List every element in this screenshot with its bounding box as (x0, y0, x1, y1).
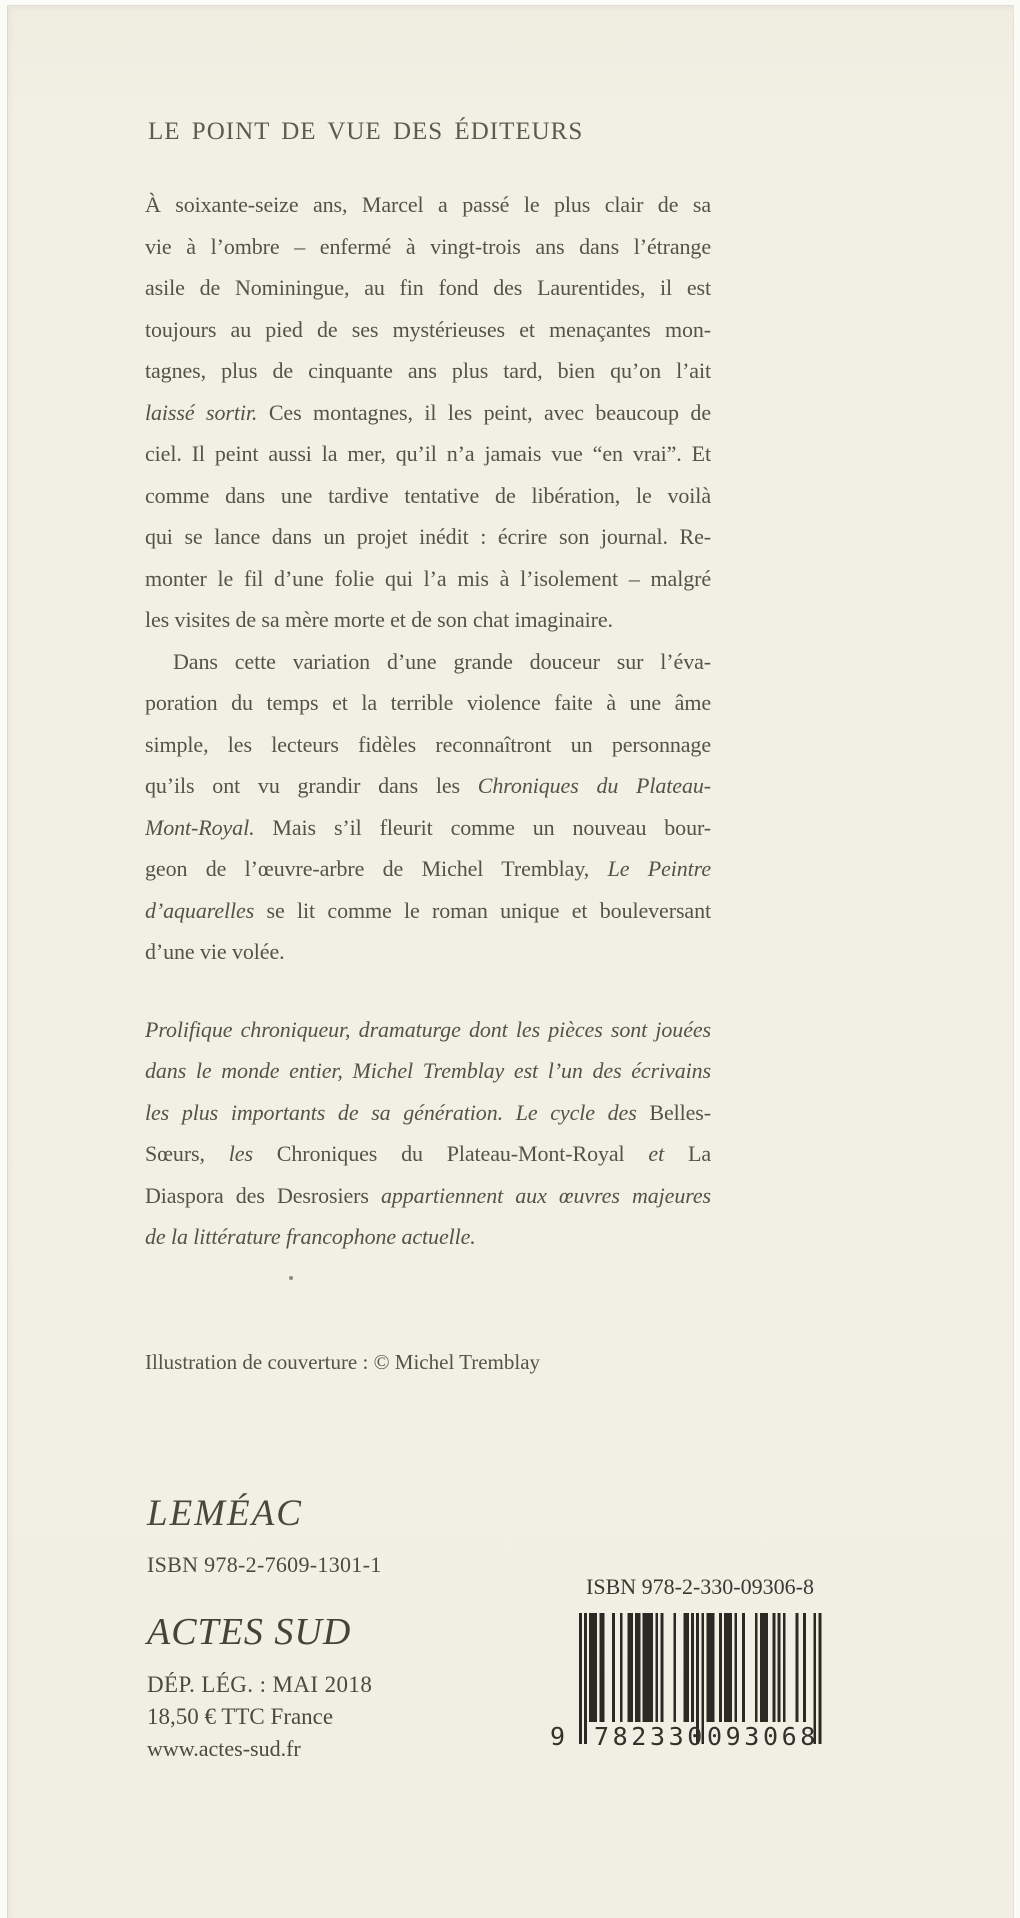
text-line: Dans cette variation d’une grande douceur sur l’éva- (173, 648, 711, 674)
text-line: de la littérature francophone actuelle. (145, 1224, 476, 1249)
barcode-digits-left: 782330 (594, 1722, 706, 1751)
text-line: asile de Nominingue, au fin fond des Laurentides, il est (145, 275, 711, 300)
text-line: vie à l’ombre – enfermé à vingt-trois ans dans l’étrange (145, 233, 711, 259)
paper-speck (289, 1276, 293, 1280)
editors-viewpoint-heading: LE POINT DE VUE DES ÉDITEURS (148, 118, 584, 145)
barcode-digits-right: 093068 (707, 1722, 819, 1751)
text-line: qui se lance dans un projet inédit : écrire son journal. Re- (145, 524, 711, 549)
text-line: Diaspora des Desrosiers appartiennent aux œuvres majeures (145, 1182, 711, 1208)
text-line: dans le monde entier, Michel Tremblay est l’un des écrivains (145, 1058, 711, 1083)
cover-illustration-credit: Illustration de couverture : © Michel Tremblay (145, 1350, 541, 1374)
text-line: monter le fil d’une folie qui l’a mis à l’isolement – malgré (145, 565, 711, 591)
text-line: Mont-Royal. Mais s’il fleurit comme un nouveau bour- (145, 814, 711, 840)
text-line: Sœurs, les Chroniques du Plateau-Mont-Royal et La (145, 1141, 711, 1166)
legal-deposit: DÉP. LÉG. : MAI 2018 (147, 1672, 373, 1697)
barcode-digit-lead: 9 (550, 1722, 566, 1751)
text-line: poration du temps et la terrible violence faite à une âme (145, 690, 711, 715)
text-line: qu’ils ont vu grandir dans les Chroniques du Plateau- (145, 773, 711, 798)
lemeac-isbn: ISBN 978-2-7609-1301-1 (147, 1552, 382, 1577)
text-line: les plus importants de sa génération. Le cycle des Belles- (145, 1099, 711, 1125)
text-line: les visites de sa mère morte et de son chat imaginaire. (145, 607, 613, 632)
text-line: toujours au pied de ses mystérieuses et menaçantes mon- (145, 316, 711, 342)
paragraph (145, 641, 711, 973)
text-line: Prolifique chroniqueur, dramaturge dont les pièces sont jouées (145, 1016, 711, 1042)
paragraph (145, 1009, 711, 1258)
text-line: À soixante-seize ans, Marcel a passé le plus clair de sa (145, 192, 711, 217)
text-line: ciel. Il peint aussi la mer, qu’il n’a jamais vue “en vrai”. Et (145, 441, 711, 466)
paragraph (145, 184, 711, 641)
text-line: simple, les lecteurs fidèles reconnaîtront un personnage (145, 731, 711, 757)
text-line: laissé sortir. Ces montagnes, il les peint, avec beaucoup de (145, 399, 711, 425)
text-line: comme dans une tardive tentative de libération, le voilà (145, 482, 711, 508)
text-line: geon de l’œuvre-arbre de Michel Tremblay, Le Peintre (145, 856, 711, 881)
barcode-isbn-label: ISBN 978-2-330-09306-8 (586, 1574, 814, 1599)
publisher-website: www.actes-sud.fr (147, 1736, 301, 1761)
price: 18,50 € TTC France (147, 1704, 334, 1729)
lemeac-logo: LEMÉAC (147, 1493, 303, 1534)
actes-sud-logo: ACTES SUD (147, 1611, 352, 1653)
synopsis (145, 184, 711, 1258)
text-line: d’aquarelles se lit comme le roman unique et bouleversant (145, 897, 711, 923)
text-line: d’une vie volée. (145, 939, 285, 964)
text-line: tagnes, plus de cinquante ans plus tard, bien qu’on l’ait (145, 358, 711, 383)
